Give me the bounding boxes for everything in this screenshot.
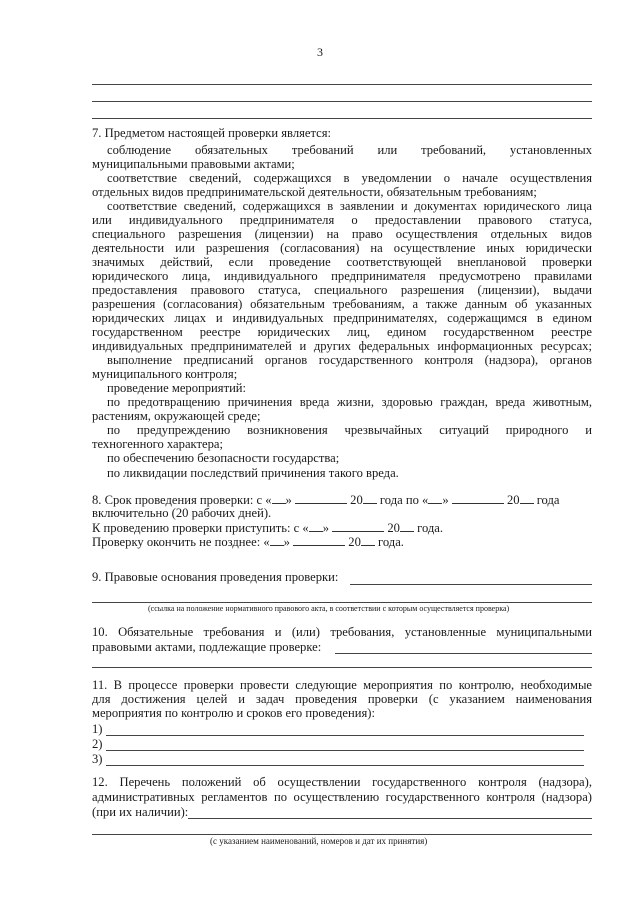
list-item: 3)	[92, 752, 103, 766]
fill-line[interactable]	[92, 602, 592, 603]
fill-line[interactable]	[106, 765, 584, 766]
section-11-line: для достижения целей и задач проведения проверки (с указанием наименования	[92, 692, 592, 706]
year-prefix: 20	[350, 493, 363, 507]
section-12-line: административных регламентов по осуществлению государственного контроля (надзора)	[92, 790, 592, 804]
end-month-blank[interactable]	[452, 492, 504, 504]
end-year-blank[interactable]	[520, 492, 534, 504]
finish-month-blank[interactable]	[293, 534, 345, 546]
list-item: 1)	[92, 722, 103, 736]
section-7-line: соблюдение обязательных требований или требований, установленных	[107, 143, 592, 157]
section-10-line: 10. Обязательные требования и (или) требования, установленные муниципальными	[92, 625, 592, 639]
section-7-line: деятельности или разрешения (согласования) на осуществление иных юридически	[92, 241, 592, 255]
section-7-line: техногенного характера;	[92, 437, 223, 451]
section-7-line: индивидуальных предпринимателей и других федеральных информационных ресурсах;	[92, 339, 592, 353]
section-7-line: значимых действий, если проведение соответствующей внеплановой проверки	[92, 255, 592, 269]
section-8-label: 8. Срок проведения проверки: с «	[92, 493, 272, 507]
begin-year-blank[interactable]	[400, 520, 414, 532]
section-10-line: правовыми актами, подлежащие проверке:	[92, 640, 322, 654]
start-day-blank[interactable]	[272, 492, 286, 504]
quote: »	[285, 493, 292, 507]
section-7-line: специального разрешения (лицензии) на право осуществления отдельных видов	[92, 227, 592, 241]
fill-line[interactable]	[92, 667, 592, 668]
fill-line[interactable]	[335, 653, 592, 654]
text: К проведению проверки приступить: с «	[92, 521, 309, 535]
section-7-line: отдельных видов предпринимательской деятельности, обязательным требованиям;	[92, 185, 537, 199]
section-7-line: выполнение предписаний органов государственного контроля (надзора), органов	[107, 353, 592, 367]
page-number: 3	[317, 45, 323, 59]
section-7-line: соответствие сведений, содержащихся в уведомлении о начале осуществления	[107, 171, 592, 185]
section-7-line: муниципального контроля;	[92, 367, 238, 381]
begin-day-blank[interactable]	[309, 520, 323, 532]
fill-line[interactable]	[188, 818, 592, 819]
start-year-blank[interactable]	[363, 492, 377, 504]
section-12-line: (при их наличии):	[92, 805, 189, 819]
fill-line[interactable]	[92, 101, 592, 102]
finish-day-blank[interactable]	[270, 534, 284, 546]
section-7-line: предоставления правового статуса, специального разрешения (лицензии), выдачи	[92, 283, 592, 297]
fill-line[interactable]	[350, 584, 592, 585]
fill-line[interactable]	[106, 735, 584, 736]
section-7-line: по предупреждению возникновения чрезвычайных ситуаций природного и	[107, 423, 592, 437]
section-7-line: юридических лицах и индивидуальных предпринимателях, содержащимся в едином	[92, 311, 592, 325]
fill-line[interactable]	[92, 118, 592, 119]
section-12-caption: (с указанием наименований, номеров и дат их принятия)	[210, 836, 428, 846]
section-8-end-line	[92, 534, 404, 550]
year-prefix: 20	[506, 493, 520, 507]
end-day-blank[interactable]	[428, 492, 442, 504]
text: года.	[417, 521, 444, 535]
text: года	[536, 493, 560, 507]
quote: »	[283, 535, 290, 549]
section-7-line: или индивидуального предпринимателя о предоставлении правового статуса,	[92, 213, 592, 227]
section-7-line: проведение мероприятий:	[107, 381, 247, 395]
section-9-caption: (ссылка на положение нормативного правового акта, в соответствии с которым осуществляется проверка)	[148, 604, 510, 613]
quote: »	[442, 493, 449, 507]
text: года.	[378, 535, 404, 549]
text: года по «	[379, 493, 429, 507]
section-7-line: государственном реестре юридических лиц, едином государственном реестре	[92, 325, 592, 339]
begin-month-blank[interactable]	[332, 520, 384, 532]
start-month-blank[interactable]	[295, 492, 347, 504]
fill-line[interactable]	[92, 834, 592, 835]
section-7-heading: 7. Предметом настоящей проверки является:	[92, 126, 332, 140]
year-prefix: 20	[387, 521, 400, 535]
section-11-line: 11. В процессе проверки провести следующие мероприятия по контролю, необходимые	[92, 678, 592, 692]
section-7-line: муниципальными правовыми актами;	[92, 157, 295, 171]
section-11-line: мероприятия по контролю и сроков его проведения):	[92, 706, 375, 720]
section-7-line: растениям, окружающей среде;	[92, 409, 261, 423]
section-12-line: 12. Перечень положений об осуществлении государственного контроля (надзора),	[92, 775, 592, 789]
quote: »	[322, 521, 330, 535]
list-item: 2)	[92, 737, 103, 751]
section-7-line: по предотвращению причинения вреда жизни, здоровью граждан, вреда животным,	[107, 395, 592, 409]
year-prefix: 20	[348, 535, 361, 549]
fill-line[interactable]	[106, 750, 584, 751]
fill-line[interactable]	[92, 84, 592, 85]
section-7-line: разрешения (согласования) обязательным требованиям, а также данным об указанных	[92, 297, 592, 311]
section-7-line: по обеспечению безопасности государства;	[107, 451, 340, 465]
section-8-line: включительно (20 рабочих дней).	[92, 506, 272, 520]
section-7-line: юридического лица, индивидуального предпринимателя предусмотрено правилами	[92, 269, 592, 283]
section-9-label: 9. Правовые основания проведения проверки:	[92, 570, 339, 584]
finish-year-blank[interactable]	[361, 534, 375, 546]
section-7-line: соответствие сведений, содержащихся в заявлении и документах юридического лица	[107, 199, 592, 213]
text: Проверку окончить не позднее: «	[92, 535, 270, 549]
section-7-line: по ликвидации последствий причинения такого вреда.	[107, 466, 399, 480]
